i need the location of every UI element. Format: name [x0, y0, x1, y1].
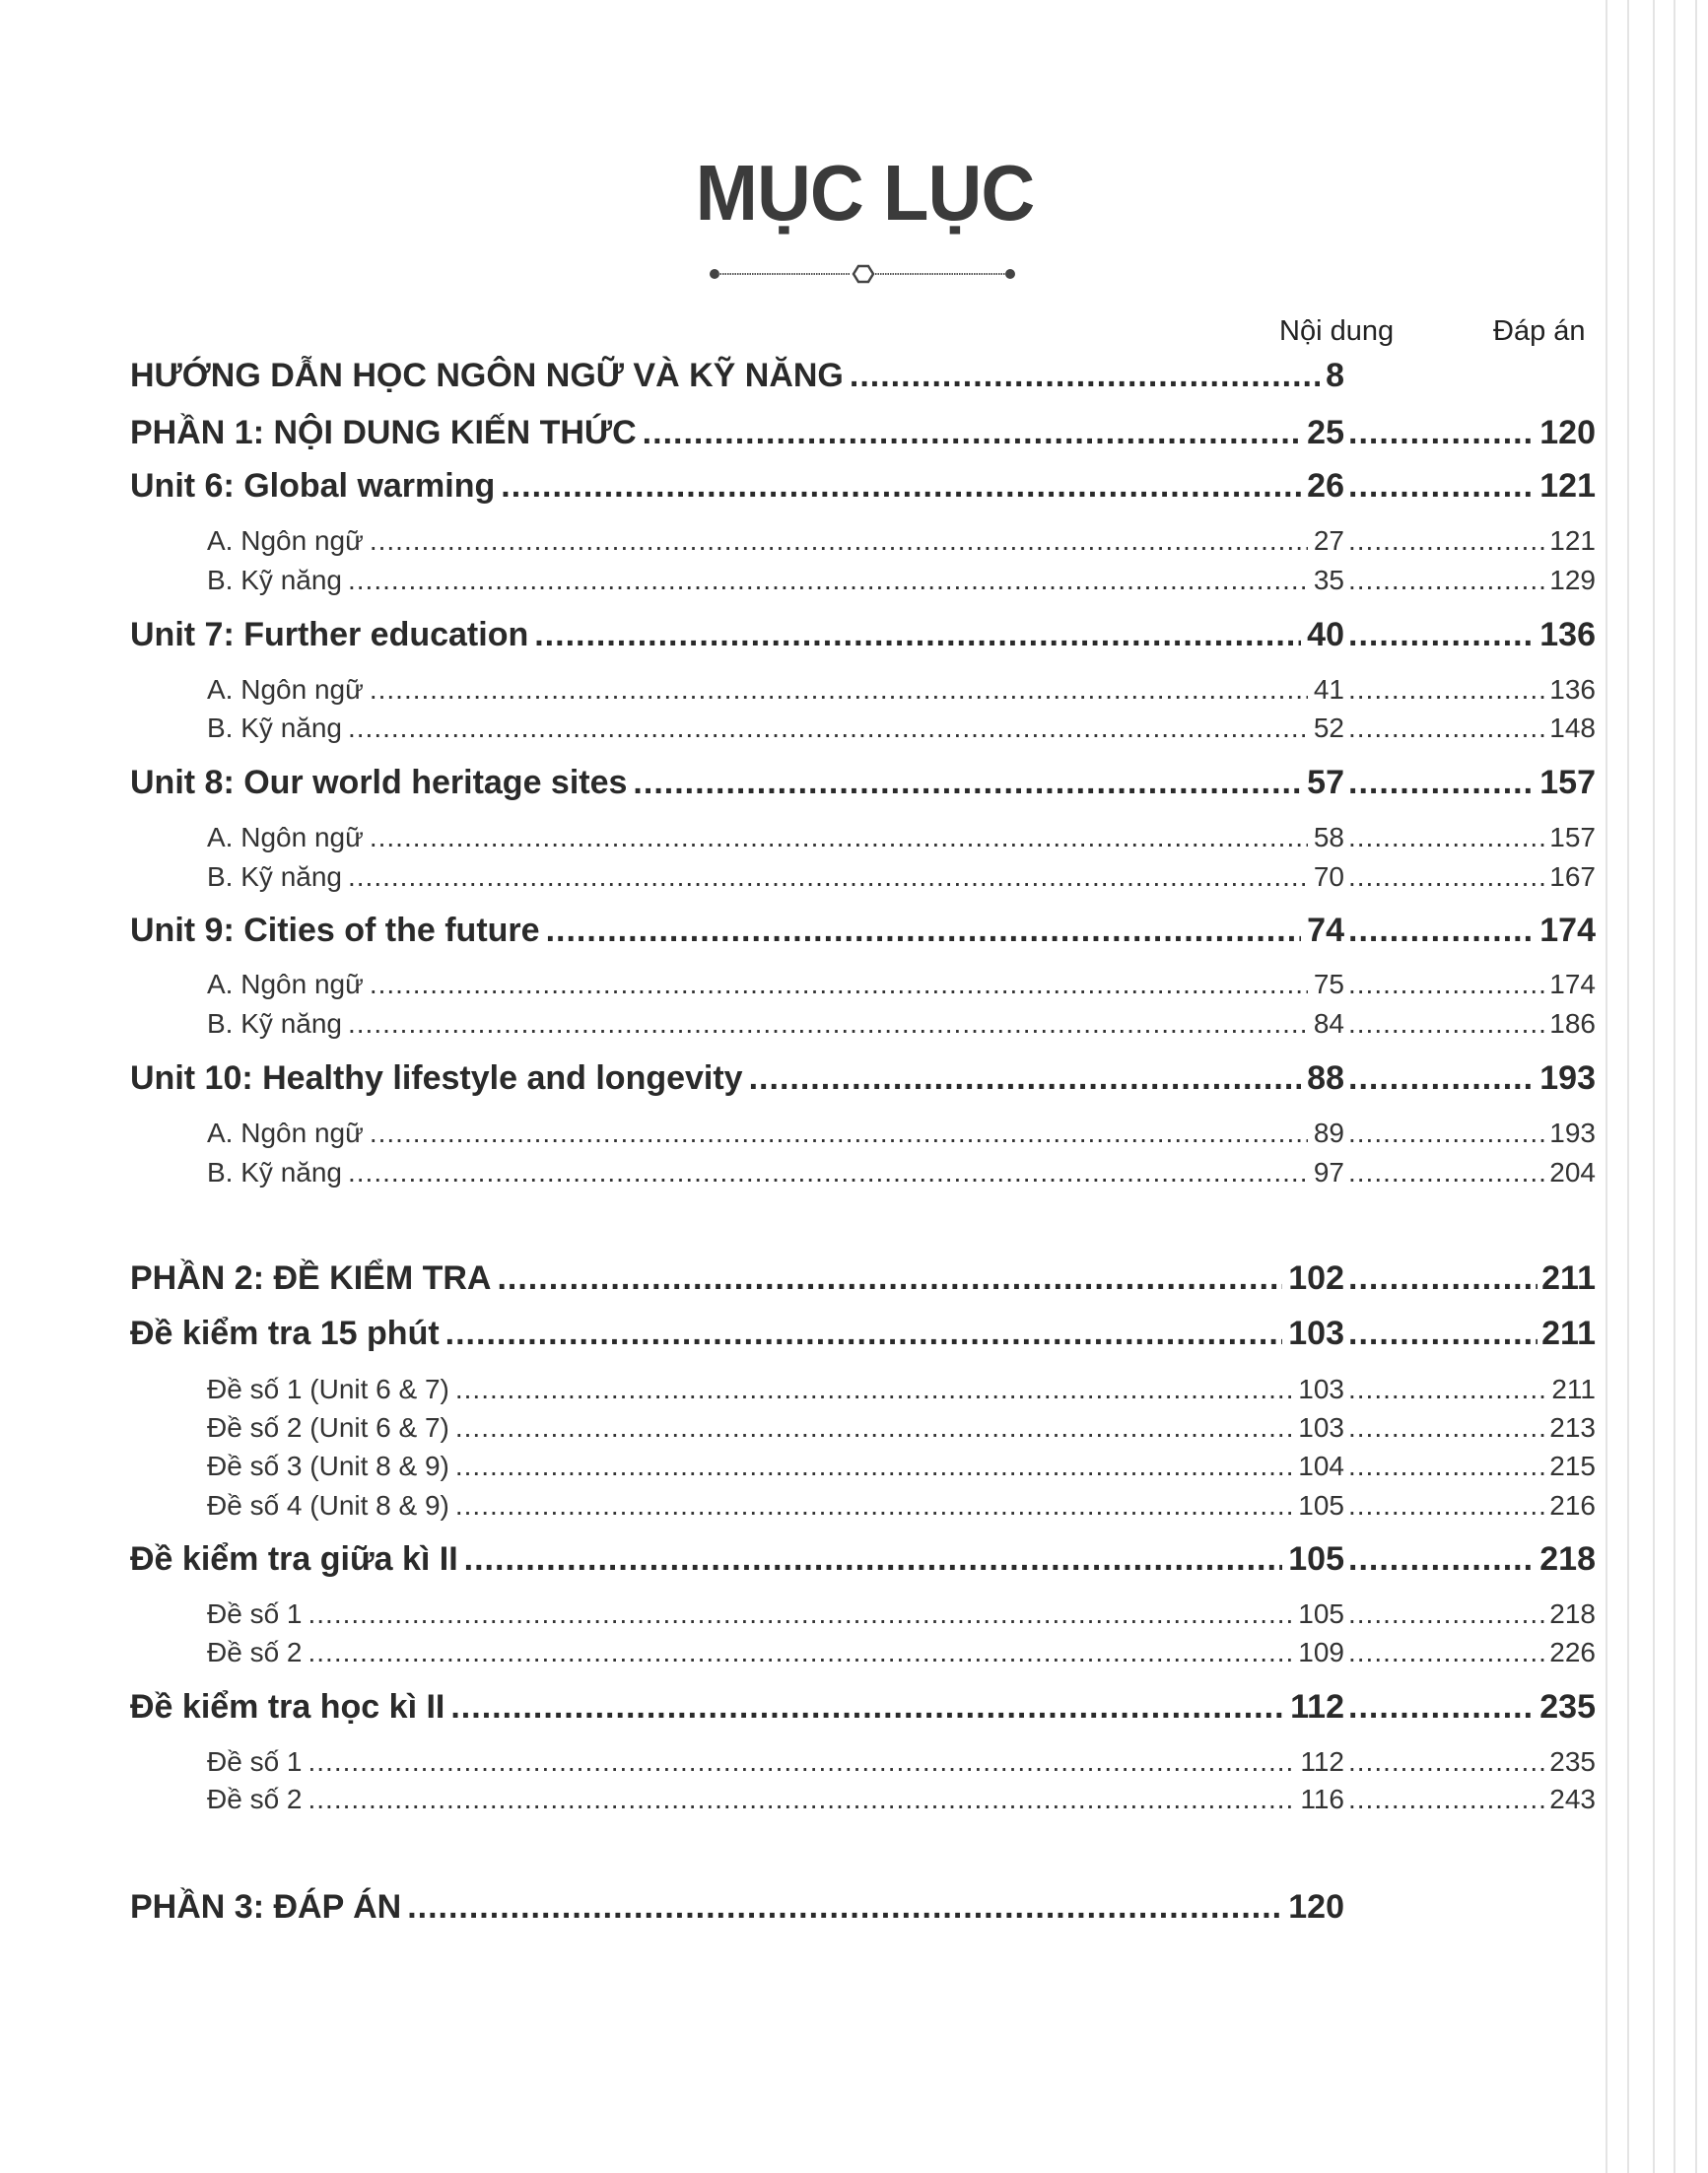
entry-label: PHẦN 1: NỘI DUNG KIẾN THỨC: [130, 414, 637, 451]
dot-leader: [407, 1888, 1282, 1927]
toc-sub-entry[interactable]: [207, 1374, 1596, 1405]
dot-leader: [1348, 822, 1545, 853]
toc-sub-entry[interactable]: [207, 1490, 1596, 1522]
entry-label: B. Kỹ năng: [207, 1157, 342, 1188]
toc-sub-entry[interactable]: [207, 861, 1596, 893]
toc-sub-entry[interactable]: [207, 674, 1596, 706]
entry-label: Unit 10: Healthy lifestyle and longevity: [130, 1059, 743, 1097]
dot-leader: [464, 1540, 1283, 1579]
content-page-number: 26: [1307, 467, 1344, 505]
content-page-number: 75: [1313, 969, 1344, 999]
dot-leader: [1348, 1540, 1536, 1579]
content-page-number: 74: [1307, 912, 1344, 949]
content-page-number: 89: [1313, 1118, 1344, 1148]
dot-leader: [1348, 1259, 1537, 1298]
entry-label: Đề kiểm tra giữa kì II: [130, 1540, 458, 1578]
dot-leader: [455, 1412, 1292, 1444]
content-page-number: 52: [1313, 713, 1344, 743]
toc-sub-entry[interactable]: [207, 1637, 1596, 1668]
answer-page-group: [1344, 565, 1596, 596]
entry-label: A. Ngôn ngữ: [207, 525, 364, 556]
content-page-number: 104: [1298, 1451, 1344, 1481]
answer-page-group: [1344, 616, 1596, 654]
content-page-number: 58: [1313, 822, 1344, 852]
answer-page-group: [1344, 1118, 1596, 1149]
dot-leader: [455, 1451, 1292, 1482]
dot-leader: [749, 1059, 1302, 1098]
answer-page-group: [1344, 1315, 1596, 1353]
dot-leader: [1348, 1059, 1536, 1098]
answer-page-group: [1344, 1746, 1596, 1778]
toc-heading-entry[interactable]: [130, 912, 1596, 950]
answer-page-number: 136: [1539, 616, 1596, 653]
dot-leader: [1348, 1490, 1545, 1522]
dot-leader: [370, 674, 1308, 706]
entry-label: Đề số 2 (Unit 6 & 7): [207, 1412, 449, 1443]
answer-page-group: [1344, 969, 1596, 1000]
entry-label: A. Ngôn ngữ: [207, 674, 364, 705]
dot-leader: [1348, 1451, 1545, 1482]
dot-leader: [348, 1008, 1308, 1040]
dot-leader: [1348, 467, 1536, 506]
content-page-number: 103: [1298, 1412, 1344, 1443]
content-page-number: 105: [1288, 1540, 1344, 1578]
entry-label: Đề số 4 (Unit 8 & 9): [207, 1490, 449, 1521]
dot-leader: [546, 912, 1302, 950]
dot-leader: [455, 1374, 1292, 1405]
dot-leader: [1348, 1374, 1547, 1405]
answer-page-group: [1344, 1412, 1596, 1444]
answer-page-group: [1344, 467, 1596, 506]
answer-page-number: 186: [1549, 1008, 1596, 1039]
toc-sub-entry[interactable]: [207, 1451, 1596, 1482]
answer-page-number: 120: [1539, 414, 1596, 451]
answer-page-number: 157: [1549, 822, 1596, 852]
entry-label: B. Kỹ năng: [207, 713, 342, 743]
page-edge-line: [1695, 0, 1697, 2173]
answer-page-group: [1344, 674, 1596, 706]
answer-page-number: 204: [1549, 1157, 1596, 1188]
content-page-number: 97: [1313, 1157, 1344, 1188]
toc-heading-entry[interactable]: [130, 357, 1344, 395]
dot-leader: [1348, 861, 1545, 893]
dot-leader: [308, 1598, 1293, 1630]
entry-label: Đề số 3 (Unit 8 & 9): [207, 1451, 449, 1481]
content-page-number: 84: [1313, 1008, 1344, 1039]
entry-label: Unit 7: Further education: [130, 616, 529, 653]
dot-leader: [1348, 1118, 1545, 1149]
toc-heading-entry[interactable]: [130, 616, 1596, 654]
toc-heading-entry[interactable]: [130, 1888, 1344, 1927]
content-page-number: 105: [1298, 1490, 1344, 1521]
entry-label: B. Kỹ năng: [207, 565, 342, 595]
answer-page-number: 211: [1551, 1374, 1596, 1404]
answer-page-group: [1344, 713, 1596, 744]
entry-label: Unit 9: Cities of the future: [130, 912, 540, 949]
answer-page-group: [1344, 1059, 1596, 1098]
dot-leader: [1348, 414, 1536, 452]
toc-heading-entry[interactable]: [130, 1259, 1596, 1298]
entry-label: Đề số 2: [207, 1637, 303, 1667]
content-page-number: 88: [1307, 1059, 1344, 1097]
dot-leader: [501, 467, 1301, 506]
dot-leader: [1348, 525, 1545, 557]
entry-label: A. Ngôn ngữ: [207, 969, 364, 999]
dot-leader: [455, 1490, 1292, 1522]
answer-page-number: 136: [1549, 674, 1596, 705]
title-ornament-divider: [710, 264, 1015, 284]
entry-label: PHẦN 2: ĐỀ KIỂM TRA: [130, 1259, 492, 1297]
answer-page-group: [1344, 414, 1596, 452]
toc-sub-entry[interactable]: [207, 1784, 1596, 1815]
dot-leader: [1348, 1688, 1536, 1727]
dot-leader: [1348, 1598, 1545, 1630]
page-edge-line: [1674, 0, 1675, 2173]
answer-page-number: 121: [1549, 525, 1596, 556]
dot-leader: [643, 414, 1302, 452]
answer-page-group: [1344, 861, 1596, 893]
dot-leader: [450, 1688, 1284, 1727]
dot-leader: [1348, 1008, 1545, 1040]
dot-leader: [308, 1784, 1295, 1815]
dot-leader: [370, 525, 1308, 557]
answer-page-number: 193: [1549, 1118, 1596, 1148]
entry-label: Đề kiểm tra 15 phút: [130, 1315, 440, 1352]
content-page-number: 105: [1298, 1598, 1344, 1629]
dot-leader: [1348, 713, 1545, 744]
toc-sub-entry[interactable]: [207, 822, 1596, 853]
entry-label: B. Kỹ năng: [207, 1008, 342, 1039]
entry-label: Đề số 1: [207, 1746, 303, 1777]
answer-page-number: 121: [1539, 467, 1596, 505]
answer-page-number: 157: [1539, 764, 1596, 801]
toc-sub-entry[interactable]: [207, 1008, 1596, 1040]
dot-leader: [370, 822, 1308, 853]
toc-heading-entry[interactable]: [130, 414, 1596, 452]
toc-heading-entry[interactable]: [130, 1540, 1596, 1579]
dot-leader: [308, 1746, 1295, 1778]
column-header-content: Nội dung: [1279, 315, 1395, 347]
dot-leader: [1348, 764, 1536, 802]
entry-label: Unit 6: Global warming: [130, 467, 496, 505]
dot-leader: [1348, 1637, 1545, 1668]
dot-leader: [850, 357, 1320, 395]
dot-leader: [348, 861, 1308, 893]
answer-page-group: [1344, 1540, 1596, 1579]
dot-leader: [633, 764, 1301, 802]
answer-page-group: [1344, 912, 1596, 950]
page-title: MỤC LỤC: [695, 149, 1035, 237]
dot-leader: [348, 1157, 1308, 1188]
dot-leader: [497, 1259, 1282, 1298]
answer-page-group: [1344, 1490, 1596, 1522]
answer-page-number: 129: [1549, 565, 1596, 595]
dot-leader: [1348, 565, 1545, 596]
toc-sub-entry[interactable]: [207, 565, 1596, 596]
entry-label: A. Ngôn ngữ: [207, 1118, 364, 1148]
answer-page-number: 235: [1539, 1688, 1596, 1726]
answer-page-group: [1344, 1008, 1596, 1040]
answer-page-group: [1344, 1374, 1596, 1405]
answer-page-number: 218: [1539, 1540, 1596, 1578]
entry-label: B. Kỹ năng: [207, 861, 342, 892]
dot-leader: [445, 1315, 1283, 1353]
answer-page-number: 174: [1539, 912, 1596, 949]
content-page-number: 116: [1300, 1784, 1344, 1814]
entry-label: A. Ngôn ngữ: [207, 822, 364, 852]
answer-page-number: 235: [1549, 1746, 1596, 1777]
answer-page-group: [1344, 764, 1596, 802]
answer-page-number: 193: [1539, 1059, 1596, 1097]
entry-label: Đề số 1: [207, 1598, 303, 1629]
toc-heading-entry[interactable]: [130, 1315, 1596, 1353]
dot-leader: [534, 616, 1301, 654]
answer-page-group: [1344, 1688, 1596, 1727]
dot-leader: [348, 713, 1308, 744]
dot-leader: [348, 565, 1308, 596]
answer-page-number: 215: [1549, 1451, 1596, 1481]
dot-leader: [1348, 674, 1545, 706]
content-page-number: 103: [1298, 1374, 1344, 1404]
answer-page-number: 226: [1549, 1637, 1596, 1667]
dot-leader: [1348, 1157, 1545, 1188]
dot-leader: [1348, 1412, 1545, 1444]
answer-page-number: 148: [1549, 713, 1596, 743]
content-page-number: 40: [1307, 616, 1344, 653]
answer-page-number: 218: [1549, 1598, 1596, 1629]
answer-page-number: 243: [1549, 1784, 1596, 1814]
toc-heading-entry[interactable]: [130, 764, 1596, 802]
page-edge-line: [1653, 0, 1655, 2173]
toc-heading-entry[interactable]: [130, 1688, 1596, 1727]
column-header-answers: Đáp án: [1493, 315, 1586, 347]
content-page-number: 70: [1313, 861, 1344, 892]
dot-leader: [370, 969, 1308, 1000]
dot-leader: [370, 1118, 1308, 1149]
content-page-number: 25: [1307, 414, 1344, 451]
answer-page-group: [1344, 525, 1596, 557]
entry-label: Đề số 2: [207, 1784, 303, 1814]
toc-sub-entry[interactable]: [207, 713, 1596, 744]
answer-page-number: 211: [1541, 1315, 1596, 1352]
toc-heading-entry[interactable]: [130, 1059, 1596, 1098]
dot-leader: [1348, 1746, 1545, 1778]
content-page-number: 8: [1326, 357, 1344, 394]
toc-sub-entry[interactable]: [207, 969, 1596, 1000]
content-page-number: 35: [1313, 565, 1344, 595]
answer-page-number: 167: [1549, 861, 1596, 892]
entry-label: PHẦN 3: ĐÁP ÁN: [130, 1888, 402, 1926]
content-page-number: 41: [1313, 674, 1344, 705]
answer-page-group: [1344, 1451, 1596, 1482]
dot-leader: [308, 1637, 1293, 1668]
content-page-number: 57: [1307, 764, 1344, 801]
dot-leader: [1348, 1784, 1545, 1815]
toc-sub-entry[interactable]: [207, 1746, 1596, 1778]
toc-sub-entry[interactable]: [207, 1412, 1596, 1444]
answer-page-group: [1344, 1637, 1596, 1668]
toc-sub-entry[interactable]: [207, 1118, 1596, 1149]
content-page-number: 27: [1313, 525, 1344, 556]
dot-leader: [1348, 969, 1545, 1000]
answer-page-group: [1344, 1598, 1596, 1630]
answer-page-group: [1344, 822, 1596, 853]
entry-label: Đề kiểm tra học kì II: [130, 1688, 445, 1726]
page-edge-line: [1606, 0, 1607, 2173]
answer-page-number: 213: [1549, 1412, 1596, 1443]
content-page-number: 102: [1288, 1259, 1344, 1297]
entry-label: Unit 8: Our world heritage sites: [130, 764, 628, 801]
toc-sub-entry[interactable]: [207, 1598, 1596, 1630]
content-page-number: 103: [1288, 1315, 1344, 1352]
toc-sub-entry[interactable]: [207, 525, 1596, 557]
content-page-number: 109: [1298, 1637, 1344, 1667]
dot-leader: [1348, 912, 1536, 950]
answer-page-group: [1344, 1157, 1596, 1188]
page-edge-line: [1627, 0, 1629, 2173]
content-page-number: 120: [1288, 1888, 1344, 1926]
content-page-number: 112: [1290, 1688, 1344, 1726]
answer-page-number: 211: [1541, 1259, 1596, 1297]
answer-page-group: [1344, 1784, 1596, 1815]
toc-heading-entry[interactable]: [130, 467, 1596, 506]
answer-page-group: [1344, 1259, 1596, 1298]
entry-label: HƯỚNG DẪN HỌC NGÔN NGỮ VÀ KỸ NĂNG: [130, 357, 844, 394]
toc-sub-entry[interactable]: [207, 1157, 1596, 1188]
dot-leader: [1348, 1315, 1537, 1353]
answer-page-number: 174: [1549, 969, 1596, 999]
content-page-number: 112: [1300, 1746, 1344, 1777]
answer-page-number: 216: [1549, 1490, 1596, 1521]
dot-leader: [1348, 616, 1536, 654]
entry-label: Đề số 1 (Unit 6 & 7): [207, 1374, 449, 1404]
